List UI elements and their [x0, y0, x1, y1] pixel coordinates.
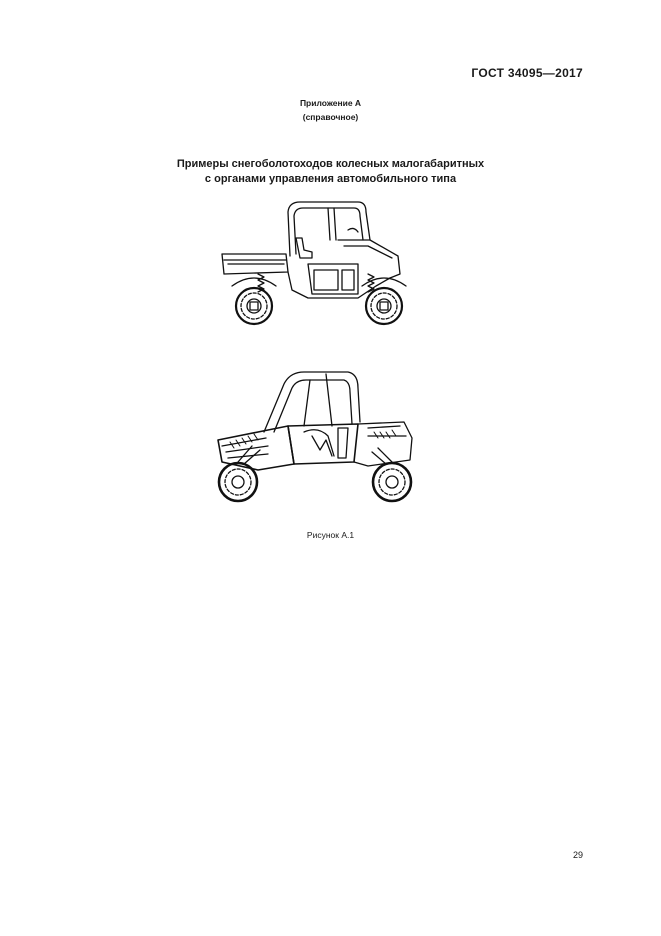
section-title: [0, 157, 661, 187]
utility-vehicle-side-view-icon: [208, 194, 428, 330]
page-number: 29: [572, 850, 583, 860]
appendix-heading: [0, 96, 661, 124]
standard-code: ГОСТ 34095—2017: [471, 66, 583, 80]
figure-caption: Рисунок А.1: [306, 530, 355, 540]
sport-utv-three-quarter-view-icon: [208, 366, 428, 506]
section-title-line2: с органами управления автомобильного типа: [204, 173, 457, 185]
appendix-note: (справочное): [302, 112, 359, 122]
section-title-line1: Примеры снегоболотоходов колесных малогабаритных: [176, 158, 485, 170]
appendix-title: Приложение А: [299, 98, 362, 108]
